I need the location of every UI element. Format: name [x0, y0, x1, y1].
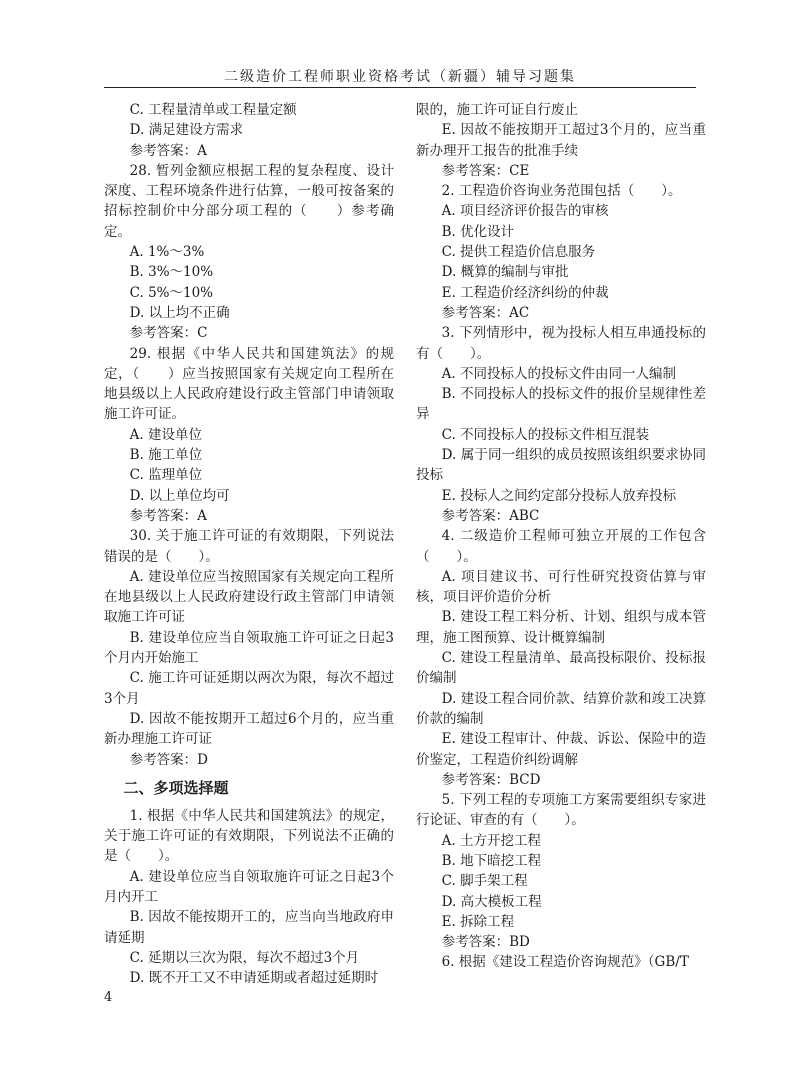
text-line: D. 以上单位均可: [129, 487, 230, 504]
text-line: C. 延期以三次为限，每次不超过3个月: [129, 949, 360, 966]
page-number: 4: [104, 990, 113, 1005]
text-line: D. 既不开工又不申请延期或者超过延期时: [129, 970, 379, 987]
text-line: B. 因故不能按期开工的，应当向当地政府申请延期: [104, 909, 394, 946]
text-line: E. 投标人之间约定部分投标人放弃投标: [441, 487, 677, 504]
text-line: 参考答案：AC: [441, 304, 530, 321]
text-line: 5. 下列工程的专项施工方案需要组织专家进行论证、审查的有（ ）。: [416, 792, 706, 829]
text-line: A. 项目建议书、可行性研究投资估算与审核，项目评价造价分析: [416, 568, 706, 606]
right-column: [416, 100, 706, 973]
text-line: 28. 暂列金额应根据工程的复杂程度、设计深度、工程环境条件进行估算，一般可按备案的招标控制价中分部分项工程的（ ）参考确定。: [104, 162, 394, 240]
text-line: E. 因故不能按期开工超过3个月的，应当重新办理开工报告的批准手续: [416, 122, 706, 159]
text-line: B. 施工单位: [129, 447, 203, 464]
running-header: 二级造价工程师职业资格考试（新疆）辅导习题集: [224, 69, 576, 85]
text-line: B. 优化设计: [441, 223, 515, 240]
text-line: B. 建设单位应当自领取施工许可证之日起3个月内开始施工: [104, 629, 394, 667]
text-line: 1. 根据《中华人民共和国建筑法》的规定，关于施工许可证的有效期限，下列说法不正确的是（ ）。: [104, 807, 394, 865]
text-line: C. 监理单位: [129, 467, 203, 484]
text-line: 2. 工程造价咨询业务范围包括（ ）。: [441, 183, 682, 200]
text-line: 4. 二级造价工程师可独立开展的工作包含（ ）。: [416, 528, 706, 565]
text-line: A. 建设单位应当按照国家有关规定向工程所在地县级以上人民政府建设行政主管部门申请领取施工许可证: [104, 568, 394, 626]
text-line: 参考答案：ABC: [441, 507, 540, 524]
section-heading: 二、多项选择题: [123, 778, 229, 797]
text-line: A. 建设单位: [129, 426, 202, 443]
text-line: 参考答案：C: [129, 325, 208, 342]
text-line: D. 以上均不正确: [129, 304, 230, 321]
text-line: 限的，施工许可证自行废止: [416, 102, 578, 118]
left-column: [104, 100, 394, 988]
text-line: A. 1%～3%: [129, 244, 205, 261]
text-line: B. 地下暗挖工程: [441, 852, 542, 869]
text-line: 30. 关于施工许可证的有效期限，下列说法错误的是（ ）。: [104, 528, 394, 565]
text-line: B. 不同投标人的投标文件的报价呈规律性差异: [416, 386, 706, 423]
text-line: 29. 根据《中华人民共和国建筑法》的规定，（ ）应当按照国家有关规定向工程所在地县级以上人民政府建设行政主管部门申请领取施工许可证。: [104, 345, 394, 423]
text-line: E. 建设工程审计、仲裁、诉讼、保险中的造价鉴定，工程造价纠纷调解: [416, 731, 706, 768]
text-line: C. 工程量清单或工程量定额: [129, 102, 297, 118]
text-line: D. 因故不能按期开工超过6个月的，应当重新办理施工许可证: [104, 710, 394, 748]
text-line: C. 建设工程量清单、最高投标限价、投标报价编制: [416, 650, 706, 687]
header-rule: [104, 87, 696, 88]
text-line: 3. 下列情形中，视为投标人相互串通投标的有（ ）。: [416, 325, 706, 362]
text-line: A. 土方开挖工程: [441, 832, 541, 849]
text-line: C. 提供工程造价信息服务: [441, 244, 596, 261]
text-line: 参考答案：D: [129, 751, 208, 768]
text-line: D. 满足建设方需求: [129, 122, 244, 139]
text-line: D. 属于同一组织的成员按照该组织要求协同投标: [416, 447, 706, 484]
text-line: 参考答案：BD: [441, 934, 530, 951]
text-line: E. 拆除工程: [441, 913, 515, 930]
text-line: C. 脚手架工程: [441, 873, 528, 890]
text-line: E. 工程造价经济纠纷的仲裁: [441, 284, 609, 301]
text-line: 参考答案：BCD: [441, 771, 541, 788]
text-line: B. 建设工程工料分析、计划、组织与成本管理，施工图预算、设计概算编制: [416, 609, 706, 646]
text-line: 参考答案：A: [129, 507, 207, 524]
text-line: D. 概算的编制与审批: [441, 264, 569, 281]
text-line: D. 高大模板工程: [441, 893, 542, 910]
text-line: C. 不同投标人的投标文件相互混装: [441, 426, 650, 443]
text-line: C. 5%～10%: [129, 284, 213, 301]
text-line: A. 建设单位应当自领取施许可证之日起3个月内开工: [104, 868, 394, 905]
text-line: B. 3%～10%: [129, 264, 214, 281]
text-line: 6. 根据《建设工程造价咨询规范》（GB/T: [441, 954, 689, 971]
text-line: 参考答案：CE: [441, 162, 530, 179]
text-line: A. 不同投标人的投标文件由同一人编制: [441, 365, 676, 382]
text-line: C. 施工许可证延期以两次为限，每次不超过3个月: [104, 670, 394, 707]
text-line: A. 项目经济评价报告的审核: [441, 203, 609, 220]
text-line: D. 建设工程合同价款、结算价款和竣工决算价款的编制: [416, 690, 706, 727]
text-line: 参考答案：A: [129, 142, 207, 159]
